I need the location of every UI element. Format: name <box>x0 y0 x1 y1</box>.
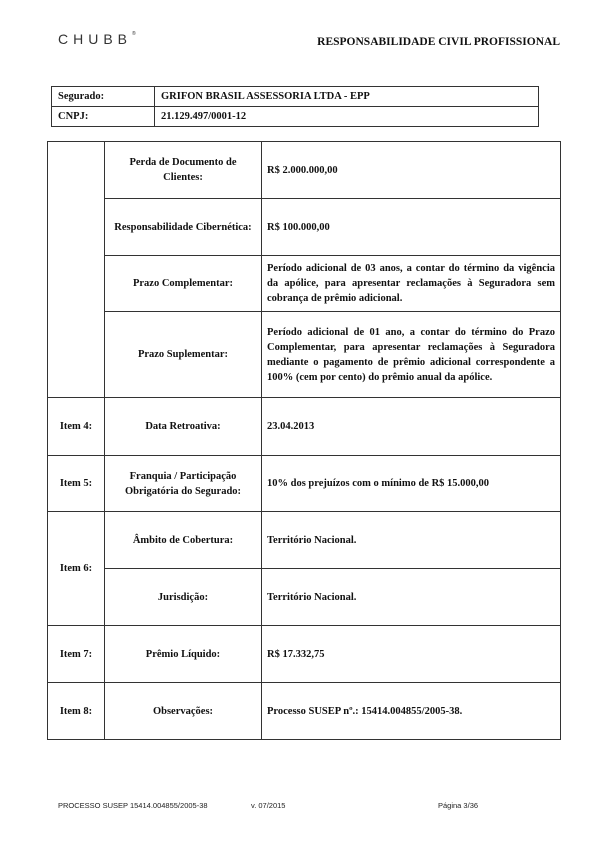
row-value: Território Nacional. <box>262 569 561 626</box>
row-value: 10% dos prejuízos com o mínimo de R$ 15.000,00 <box>262 456 561 512</box>
item-number: Item 5: <box>48 456 105 512</box>
chubb-logo <box>58 31 136 47</box>
row-label: Jurisdição: <box>105 569 262 626</box>
row-label: Perda de Documento de Clientes: <box>105 142 262 199</box>
row-label: Prazo Suplementar: <box>105 312 262 398</box>
item-number: Item 4: <box>48 398 105 456</box>
row-value: Processo SUSEP nº.: 15414.004855/2005-38. <box>262 683 561 740</box>
document-title: RESPONSABILIDADE CIVIL PROFISSIONAL <box>317 36 560 48</box>
table-row <box>48 569 561 626</box>
row-value: Território Nacional. <box>262 512 561 569</box>
table-row <box>48 683 561 740</box>
item-number: Item 7: <box>48 626 105 683</box>
footer-page-number: Página 3/36 <box>438 801 479 810</box>
insured-info-table <box>51 86 539 127</box>
footer-version: v. 07/2015 <box>251 801 286 810</box>
cnpj-row <box>52 107 539 127</box>
row-label: Prêmio Líquido: <box>105 626 262 683</box>
table-row <box>48 312 561 398</box>
table-row <box>48 199 561 256</box>
table-row <box>48 256 561 312</box>
segurado-row <box>52 87 539 107</box>
table-row <box>48 512 561 569</box>
row-label: Observações: <box>105 683 262 740</box>
table-row <box>48 456 561 512</box>
item-cell <box>48 142 105 398</box>
row-label: Franquia / Participação Obrigatória do Segurado: <box>105 456 262 512</box>
segurado-label: Segurado: <box>52 87 155 107</box>
table-row <box>48 142 561 199</box>
row-value: 23.04.2013 <box>262 398 561 456</box>
registered-mark: ® <box>132 31 136 37</box>
row-value: R$ 17.332,75 <box>262 626 561 683</box>
footer-process: PROCESSO SUSEP 15414.004855/2005-38 <box>58 801 208 810</box>
table-row <box>48 626 561 683</box>
cnpj-label: CNPJ: <box>52 107 155 127</box>
row-label: Responsabilidade Cibernética: <box>105 199 262 256</box>
row-value: Período adicional de 01 ano, a contar do término do Prazo Complementar, para apresentar reclamações à Seguradora mediante o pagamento de prêmio adicional correspondente a 100% (cem por cento) do prêmio anual da apólice. <box>262 312 561 398</box>
cnpj-value: 21.129.497/0001-12 <box>155 107 539 127</box>
row-value: Período adicional de 03 anos, a contar do término da vigência da apólice, para apresentar reclamações à Seguradora sem cobrança de prêmio adicional. <box>262 256 561 312</box>
logo-text: CHUBB <box>58 31 133 47</box>
policy-items-table <box>47 141 561 740</box>
item-number: Item 8: <box>48 683 105 740</box>
item-number: Item 6: <box>48 512 105 626</box>
row-value: R$ 2.000.000,00 <box>262 142 561 199</box>
row-label: Prazo Complementar: <box>105 256 262 312</box>
row-label: Âmbito de Cobertura: <box>105 512 262 569</box>
segurado-value: GRIFON BRASIL ASSESSORIA LTDA - EPP <box>155 87 539 107</box>
table-row <box>48 398 561 456</box>
row-label: Data Retroativa: <box>105 398 262 456</box>
row-value: R$ 100.000,00 <box>262 199 561 256</box>
